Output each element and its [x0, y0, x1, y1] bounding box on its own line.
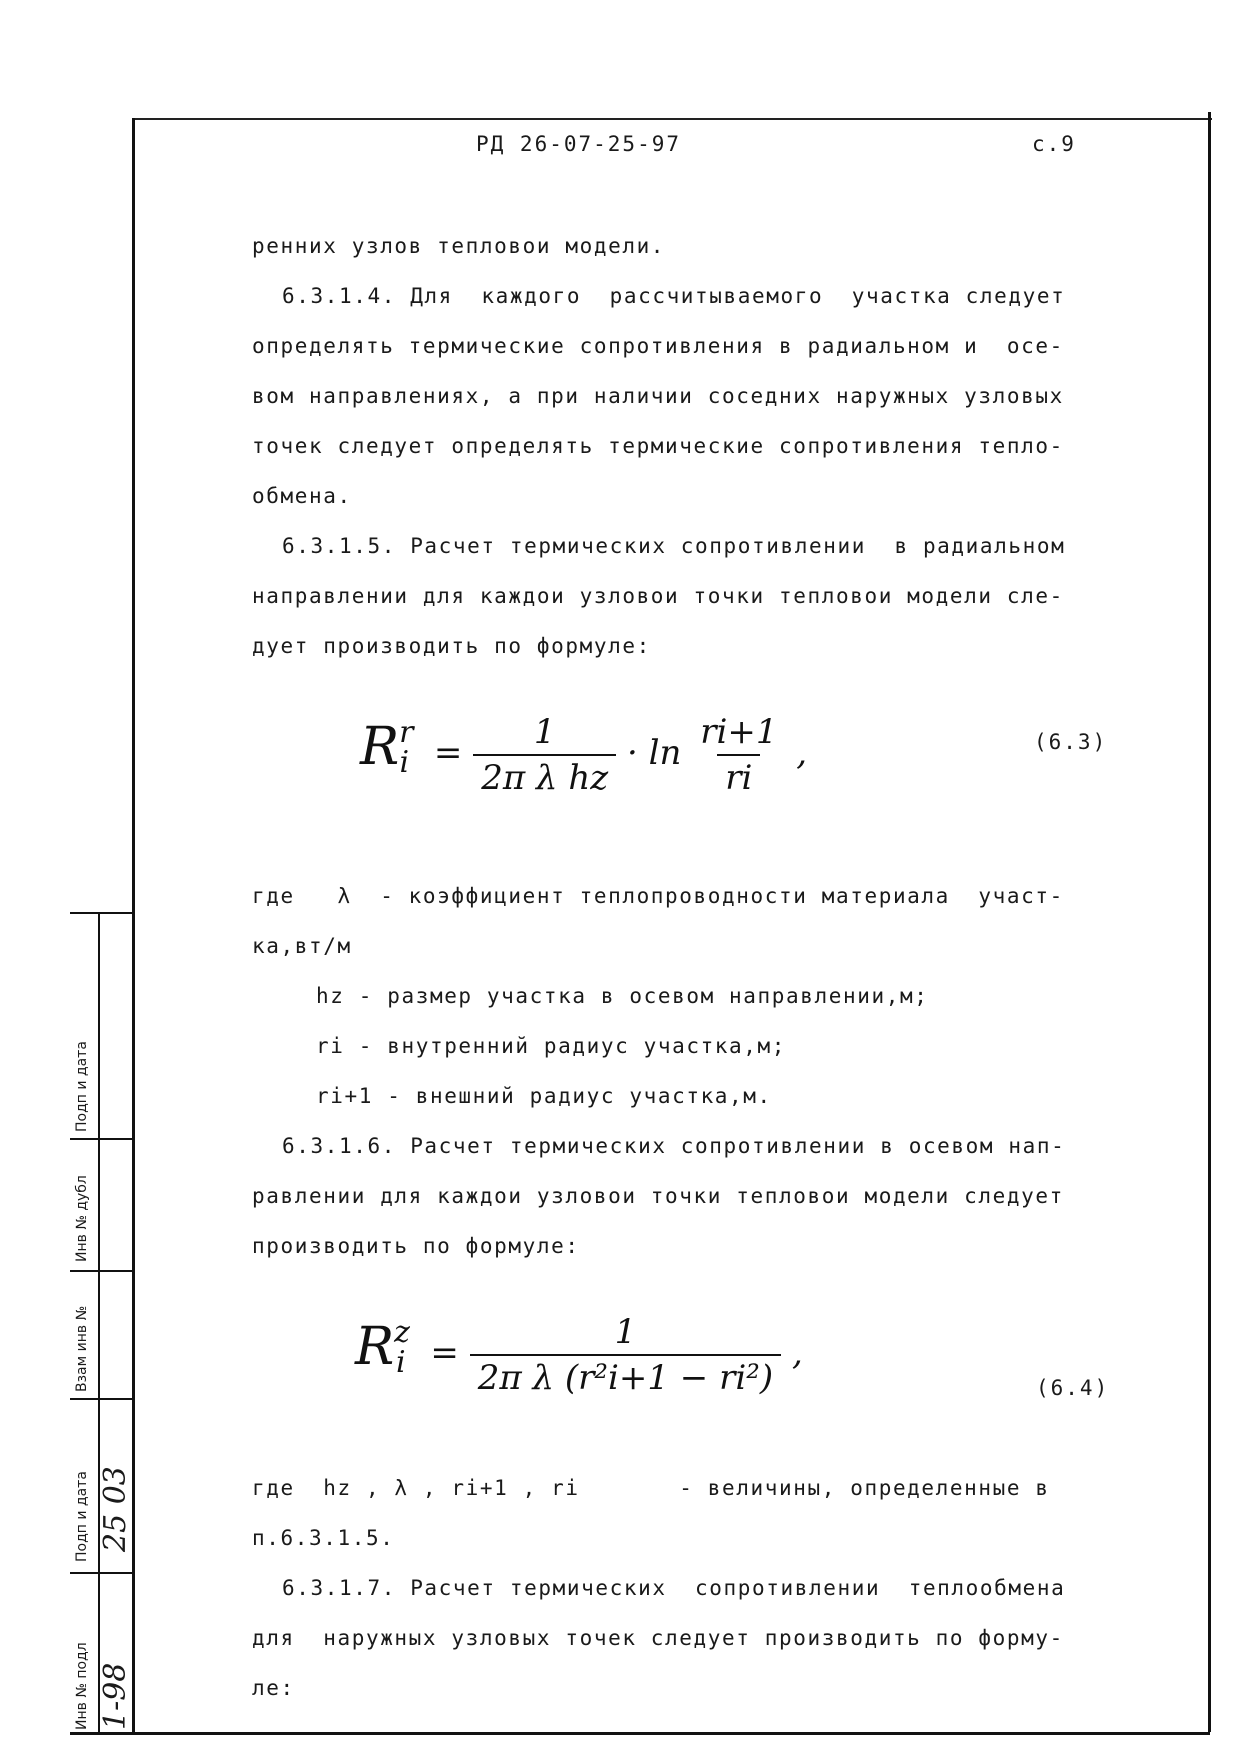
- paragraph-6-3-1-6: 6.3.1.6. Расчет термических сопротивлении в осевом нап-: [282, 1134, 1066, 1158]
- formula-6-4: [355, 1312, 803, 1398]
- stamp-label-podp-data: Подп и дата: [74, 1041, 90, 1132]
- multiply-dot: ·: [627, 733, 638, 773]
- stamp-label-inv-podl: Инв № подл: [74, 1642, 90, 1730]
- formula-lhs: $R^ri$: [360, 715, 414, 780]
- text-line: направлении для каждои узловои точки тепловои модели сле-: [252, 584, 1064, 608]
- frame-bottom-line: [70, 1732, 1210, 1735]
- stamp-divider: [70, 1270, 132, 1272]
- definition-ri: ri - внутренний радиус участка,м;: [316, 1034, 787, 1058]
- handwritten-inventory-number: 1-98: [98, 1662, 133, 1730]
- text-line: равлении для каждои узловои точки тепловои модели следует: [252, 1184, 1064, 1208]
- equals-sign: =: [430, 1333, 459, 1373]
- equation-number-6-3: (6.3): [1034, 730, 1108, 754]
- text-line: для наружных узловых точек следует производить по форму-: [252, 1626, 1064, 1650]
- text-line: дует производить по формуле:: [252, 634, 651, 658]
- text-line: вом направлениях, а при наличии соседних наружных узловых: [252, 384, 1064, 408]
- text-line: п.6.3.1.5.: [252, 1526, 395, 1550]
- stamp-divider: [70, 1572, 132, 1574]
- definition-hz: hz - размер участка в осевом направлении,м;: [316, 984, 929, 1008]
- paragraph-6-3-1-4: 6.3.1.4. Для каждого рассчитываемого участка следует: [282, 284, 1066, 308]
- formula-comma: ,: [796, 733, 808, 773]
- text-line: точек следует определять термические сопротивления тепло-: [252, 434, 1064, 458]
- frame-right-line: [1208, 112, 1211, 1732]
- text-line: ка,вт/м: [252, 934, 352, 958]
- stamp-label-podp-data: Подп и дата: [74, 1471, 90, 1562]
- page-number: с.9: [1032, 132, 1076, 156]
- formula-lhs: $R^zi$: [355, 1315, 410, 1380]
- stamp-divider: [70, 1398, 132, 1400]
- equals-sign: =: [433, 733, 463, 773]
- side-stamp: [70, 912, 132, 1735]
- text-line: ле:: [252, 1676, 295, 1700]
- text-line: обмена.: [252, 484, 352, 508]
- handwritten-date: 25 03: [98, 1466, 133, 1552]
- equation-number-6-4: (6.4): [1036, 1376, 1110, 1400]
- stamp-divider: [70, 912, 132, 914]
- stamp-label-vzam-inv: Взам инв №: [74, 1305, 90, 1392]
- paragraph-6-3-1-7: 6.3.1.7. Расчет термических сопротивлении теплообмена: [282, 1576, 1066, 1600]
- radius-ratio: $\frac{ri+1}{ri}$: [700, 712, 778, 798]
- document-code: РД 26-07-25-97: [476, 132, 682, 156]
- text-line: ренних узлов тепловои модели.: [252, 234, 666, 258]
- stamp-divider: [70, 1138, 132, 1140]
- stamp-label-inv-dubl: Инв № дубл: [74, 1175, 90, 1262]
- ln-operator: ln: [648, 733, 682, 773]
- formula-6-3: [360, 712, 807, 798]
- formula-comma: ,: [791, 1333, 803, 1373]
- text-line: производить по формуле:: [252, 1234, 580, 1258]
- definition-ri1: ri+1 - внешний радиус участка,м.: [316, 1084, 772, 1108]
- where-clause: где hz , λ , ri+1 , ri - величины, определенные в: [252, 1476, 1050, 1500]
- fraction: $\frac{1}{\text{2π λ (r²i+1 − ri²)}}$: [470, 1312, 781, 1398]
- frame-top-line: [132, 118, 1212, 120]
- where-clause: где λ - коэффициент теплопроводности материала участ-: [252, 884, 1064, 908]
- text-line: определять термические сопротивления в радиальном и осе-: [252, 334, 1064, 358]
- fraction: $\frac{1}{\text{2π λ hz}}$: [473, 712, 616, 798]
- paragraph-6-3-1-5: 6.3.1.5. Расчет термических сопротивлении в радиальном: [282, 534, 1066, 558]
- stamp-column-values: [98, 912, 134, 1735]
